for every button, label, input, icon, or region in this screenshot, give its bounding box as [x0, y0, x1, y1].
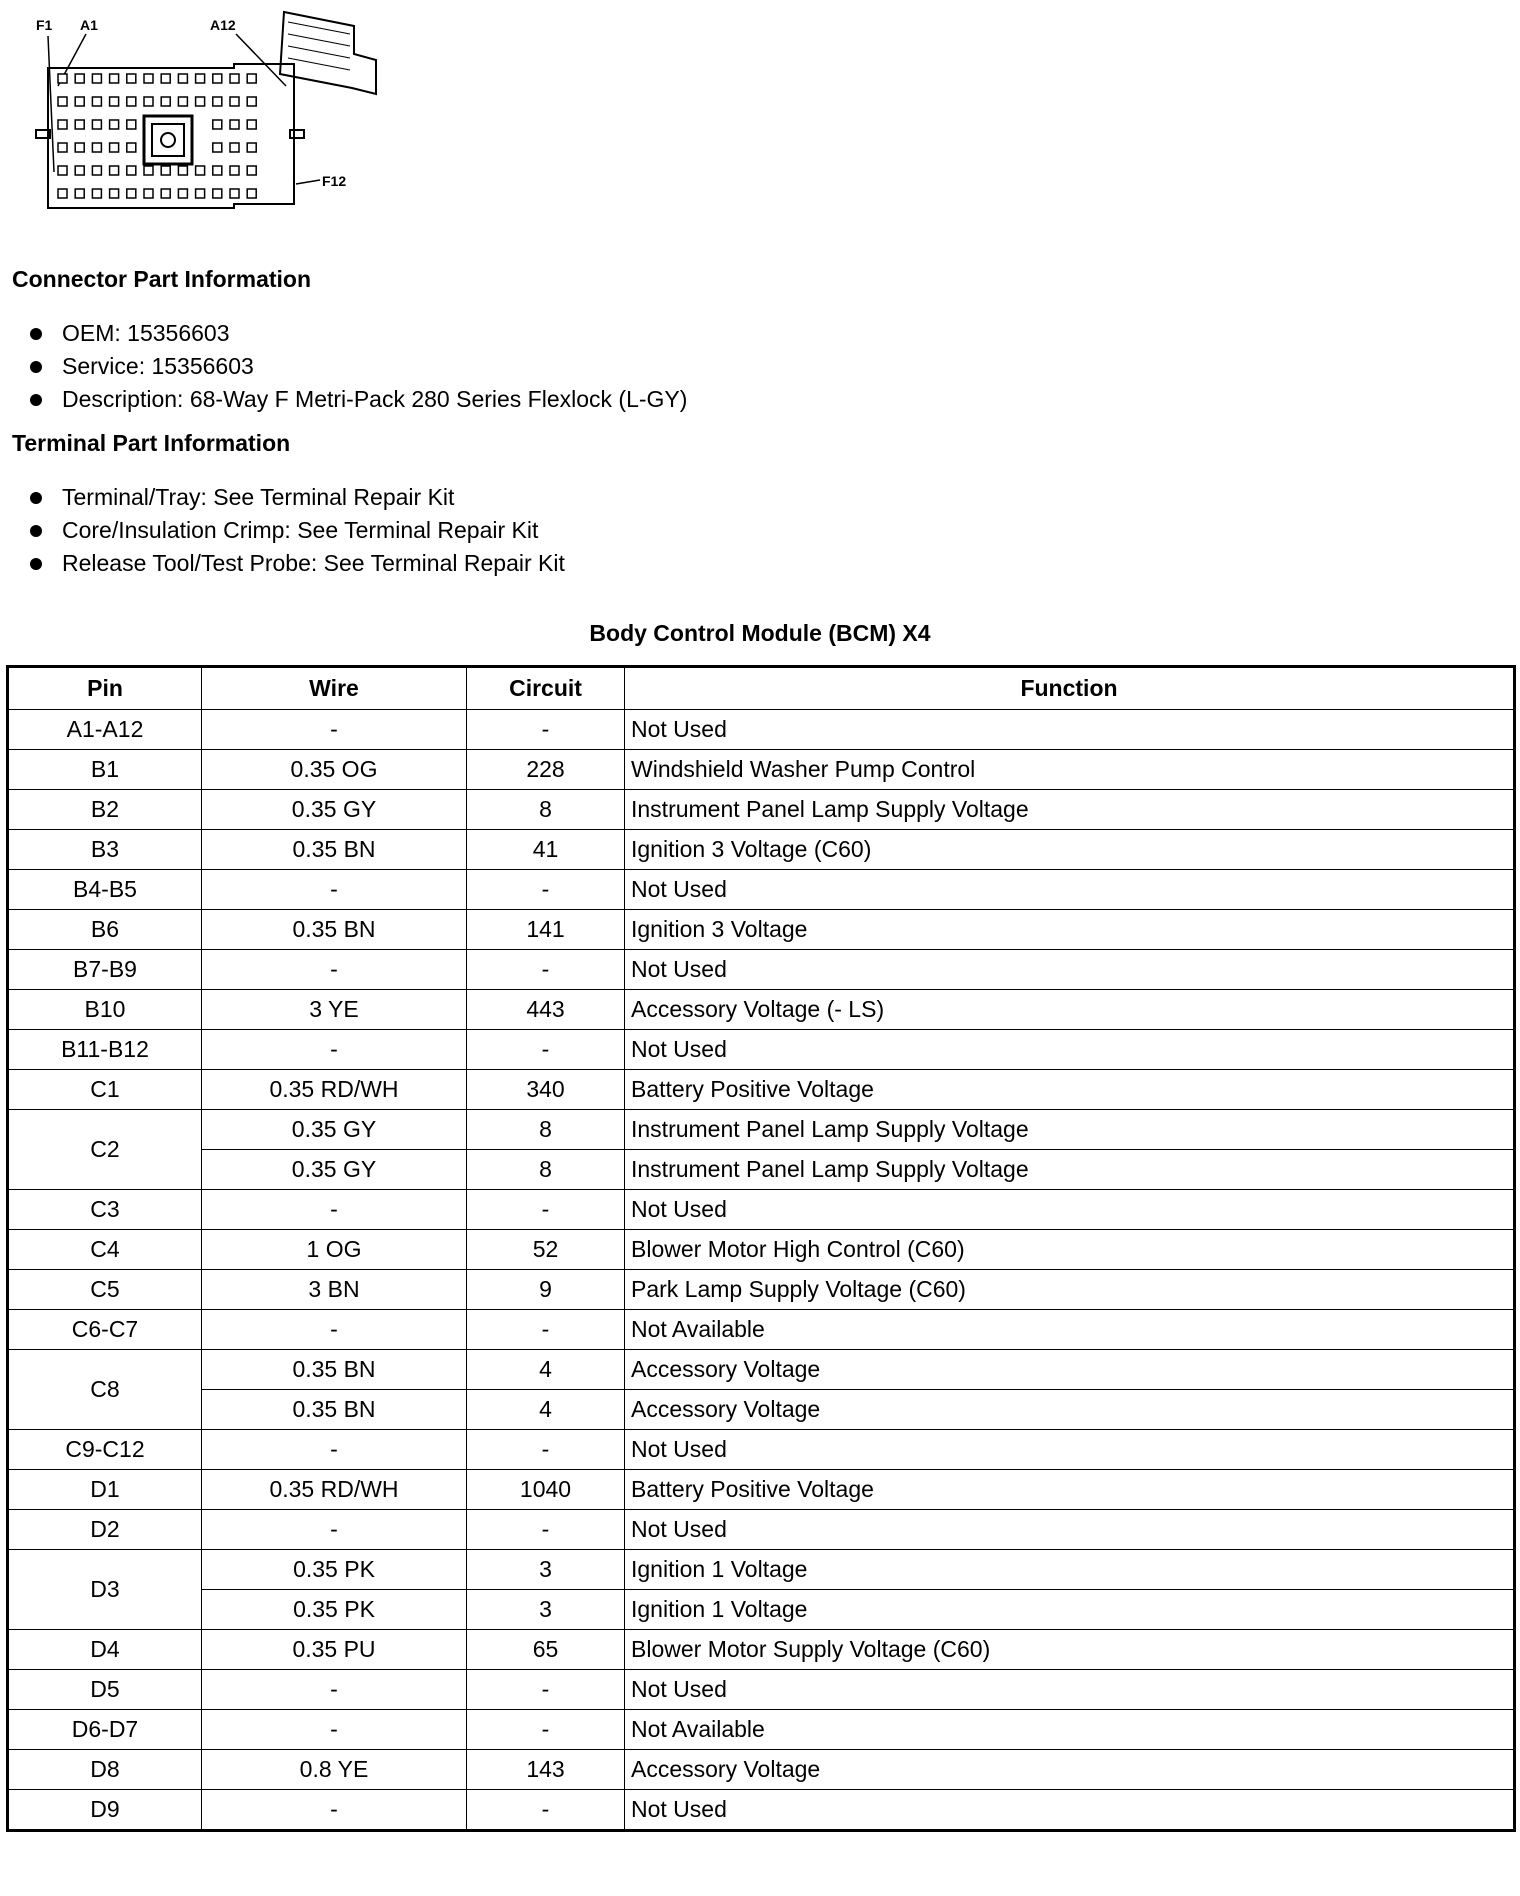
- cavity: [230, 143, 239, 152]
- cavity: [92, 143, 101, 152]
- pin-cell: D5: [8, 1670, 202, 1710]
- circuit-cell: 141: [467, 910, 625, 950]
- pin-cell: C1: [8, 1070, 202, 1110]
- cavity: [213, 120, 222, 129]
- cavity: [230, 189, 239, 198]
- cavity: [144, 97, 153, 106]
- cavity: [247, 166, 256, 175]
- cavity: [92, 120, 101, 129]
- circuit-cell: -: [467, 1190, 625, 1230]
- cavity: [196, 166, 205, 175]
- table-row: [8, 1710, 1515, 1750]
- cavity: [75, 97, 84, 106]
- cavity: [75, 189, 84, 198]
- table-row: [8, 950, 1515, 990]
- function-cell: Not Used: [625, 1510, 1515, 1550]
- cavity: [127, 120, 136, 129]
- label-a1: A1: [80, 17, 98, 33]
- wire-cell: 0.35 RD/WH: [202, 1070, 467, 1110]
- wire-cell: -: [202, 1030, 467, 1070]
- table-row: [8, 1630, 1515, 1670]
- table-row: [8, 1110, 1515, 1150]
- function-cell: Accessory Voltage: [625, 1390, 1515, 1430]
- function-cell: Blower Motor Supply Voltage (C60): [625, 1630, 1515, 1670]
- table-title: Body Control Module (BCM) X4: [589, 620, 931, 646]
- cavity: [247, 189, 256, 198]
- table-row: [8, 1790, 1515, 1831]
- cavity: [92, 166, 101, 175]
- cavity: [230, 97, 239, 106]
- wire-cell: -: [202, 1510, 467, 1550]
- circuit-cell: -: [467, 710, 625, 750]
- wire-cell: 3 BN: [202, 1270, 467, 1310]
- cavity: [213, 143, 222, 152]
- table-row: [8, 870, 1515, 910]
- circuit-cell: 9: [467, 1270, 625, 1310]
- wire-cell: 3 YE: [202, 990, 467, 1030]
- list-item: Release Tool/Test Probe: See Terminal Repair Kit: [30, 547, 565, 580]
- wire-cell: -: [202, 1790, 467, 1831]
- function-cell: Not Used: [625, 1790, 1515, 1831]
- cavity: [178, 97, 187, 106]
- cavity: [127, 74, 136, 83]
- list-item: Core/Insulation Crimp: See Terminal Repair Kit: [30, 514, 565, 547]
- circuit-cell: 65: [467, 1630, 625, 1670]
- table-row: [8, 1070, 1515, 1110]
- wire-cell: 0.35 BN: [202, 1390, 467, 1430]
- cavity: [213, 166, 222, 175]
- wire-cell: 0.35 BN: [202, 830, 467, 870]
- wire-cell: 0.35 PK: [202, 1590, 467, 1630]
- right-latch: [290, 130, 304, 138]
- circuit-cell: -: [467, 950, 625, 990]
- table-row: [8, 1150, 1515, 1190]
- pin-cell: B2: [8, 790, 202, 830]
- circuit-cell: -: [467, 1790, 625, 1831]
- list-item: Description: 68-Way F Metri-Pack 280 Series Flexlock (L-GY): [30, 383, 687, 416]
- wire-cell: 0.35 PU: [202, 1630, 467, 1670]
- circuit-cell: 52: [467, 1230, 625, 1270]
- cavity: [196, 189, 205, 198]
- wire-cell: 0.35 GY: [202, 1150, 467, 1190]
- pin-cell: B1: [8, 750, 202, 790]
- cavity: [247, 74, 256, 83]
- column-header-circuit: Circuit: [467, 667, 625, 710]
- table-row: [8, 1190, 1515, 1230]
- list-item: OEM: 15356603: [30, 317, 687, 350]
- wire-cell: 0.35 GY: [202, 790, 467, 830]
- function-cell: Not Used: [625, 1670, 1515, 1710]
- cavity: [58, 74, 67, 83]
- table-header-row: [8, 667, 1515, 710]
- table-row: [8, 1670, 1515, 1710]
- pin-cell: B7-B9: [8, 950, 202, 990]
- cavity: [75, 166, 84, 175]
- cavity: [230, 74, 239, 83]
- table-row: [8, 1430, 1515, 1470]
- function-cell: Accessory Voltage: [625, 1350, 1515, 1390]
- circuit-cell: -: [467, 1430, 625, 1470]
- function-cell: Not Used: [625, 1030, 1515, 1070]
- wire-cell: -: [202, 1670, 467, 1710]
- circuit-cell: 8: [467, 1150, 625, 1190]
- circuit-cell: 228: [467, 750, 625, 790]
- pin-cell: C3: [8, 1190, 202, 1230]
- pin-cell: D8: [8, 1750, 202, 1790]
- cavity: [58, 143, 67, 152]
- function-cell: Ignition 1 Voltage: [625, 1590, 1515, 1630]
- cavity: [144, 74, 153, 83]
- function-cell: Not Used: [625, 870, 1515, 910]
- wire-cell: 0.35 OG: [202, 750, 467, 790]
- circuit-cell: -: [467, 1030, 625, 1070]
- wire-cell: -: [202, 870, 467, 910]
- column-header-function: Function: [625, 667, 1515, 710]
- pinout-table: [6, 665, 1516, 1832]
- cavity: [127, 143, 136, 152]
- terminal-part-heading: Terminal Part Information: [12, 430, 291, 456]
- label-f12: F12: [322, 173, 347, 189]
- table-row: [8, 1510, 1515, 1550]
- connector-part-list: [30, 317, 687, 416]
- connector-housing-outline: [48, 64, 294, 208]
- pin-cell: C6-C7: [8, 1310, 202, 1350]
- cavity: [161, 189, 170, 198]
- pin-cell: B4-B5: [8, 870, 202, 910]
- connector-part-heading: Connector Part Information: [12, 266, 312, 292]
- function-cell: Instrument Panel Lamp Supply Voltage: [625, 1150, 1515, 1190]
- pinout-table-body: [8, 710, 1515, 1831]
- function-cell: Not Used: [625, 710, 1515, 750]
- column-header-pin: Pin: [8, 667, 202, 710]
- function-cell: Not Used: [625, 950, 1515, 990]
- function-cell: Ignition 3 Voltage (C60): [625, 830, 1515, 870]
- table-row: [8, 1750, 1515, 1790]
- function-cell: Battery Positive Voltage: [625, 1070, 1515, 1110]
- cavity: [75, 120, 84, 129]
- function-cell: Not Used: [625, 1190, 1515, 1230]
- cavity: [75, 143, 84, 152]
- pin-cell: D6-D7: [8, 1710, 202, 1750]
- wire-cell: -: [202, 950, 467, 990]
- cavity: [213, 97, 222, 106]
- table-row: [8, 1470, 1515, 1510]
- table-row: [8, 830, 1515, 870]
- circuit-cell: 8: [467, 790, 625, 830]
- cavity: [178, 166, 187, 175]
- pin-cell: C2: [8, 1110, 202, 1190]
- cavity: [196, 74, 205, 83]
- function-cell: Instrument Panel Lamp Supply Voltage: [625, 1110, 1515, 1150]
- label-f1: F1: [36, 17, 53, 33]
- circuit-cell: 340: [467, 1070, 625, 1110]
- cavity: [161, 97, 170, 106]
- cavity: [196, 97, 205, 106]
- wire-cell: -: [202, 1710, 467, 1750]
- circuit-cell: -: [467, 1670, 625, 1710]
- connector-face-diagram: [24, 4, 404, 218]
- circuit-cell: 8: [467, 1110, 625, 1150]
- wire-cell: -: [202, 710, 467, 750]
- pin-cell: A1-A12: [8, 710, 202, 750]
- pin-cell: B11-B12: [8, 1030, 202, 1070]
- table-row: [8, 710, 1515, 750]
- circuit-cell: 3: [467, 1550, 625, 1590]
- table-row: [8, 1550, 1515, 1590]
- table-row: [8, 1350, 1515, 1390]
- function-cell: Battery Positive Voltage: [625, 1470, 1515, 1510]
- pin-cell: C8: [8, 1350, 202, 1430]
- pin-cell: D3: [8, 1550, 202, 1630]
- circuit-cell: 3: [467, 1590, 625, 1630]
- list-item: Terminal/Tray: See Terminal Repair Kit: [30, 481, 565, 514]
- center-lock-inner: [152, 124, 184, 156]
- cavity: [161, 166, 170, 175]
- cavity: [92, 97, 101, 106]
- cavity: [213, 189, 222, 198]
- table-row: [8, 750, 1515, 790]
- wire-cell: 1 OG: [202, 1230, 467, 1270]
- pin-cell: D9: [8, 1790, 202, 1831]
- cavity: [144, 166, 153, 175]
- pin-cell: B3: [8, 830, 202, 870]
- function-cell: Ignition 1 Voltage: [625, 1550, 1515, 1590]
- wire-cell: -: [202, 1430, 467, 1470]
- cavity: [230, 166, 239, 175]
- cavity: [178, 74, 187, 83]
- cavity: [230, 120, 239, 129]
- function-cell: Windshield Washer Pump Control: [625, 750, 1515, 790]
- list-item: Service: 15356603: [30, 350, 687, 383]
- cavity: [58, 97, 67, 106]
- pin-cell: C5: [8, 1270, 202, 1310]
- circuit-cell: -: [467, 870, 625, 910]
- cavity: [247, 143, 256, 152]
- function-cell: Not Used: [625, 1430, 1515, 1470]
- cavity: [161, 74, 170, 83]
- function-cell: Accessory Voltage: [625, 1750, 1515, 1790]
- table-row: [8, 1310, 1515, 1350]
- cavity: [127, 189, 136, 198]
- cavity: [144, 189, 153, 198]
- cavity: [92, 189, 101, 198]
- circuit-cell: 4: [467, 1390, 625, 1430]
- table-row: [8, 1230, 1515, 1270]
- cavity: [110, 120, 119, 129]
- pin-cell: C4: [8, 1230, 202, 1270]
- wire-cell: 0.35 PK: [202, 1550, 467, 1590]
- cavity: [110, 166, 119, 175]
- cavity: [213, 74, 222, 83]
- pin-cell: D2: [8, 1510, 202, 1550]
- wire-cell: 0.8 YE: [202, 1750, 467, 1790]
- circuit-cell: 4: [467, 1350, 625, 1390]
- pin-cell: C9-C12: [8, 1430, 202, 1470]
- function-cell: Ignition 3 Voltage: [625, 910, 1515, 950]
- cavity: [110, 74, 119, 83]
- cavity: [127, 97, 136, 106]
- column-header-wire: Wire: [202, 667, 467, 710]
- table-row: [8, 910, 1515, 950]
- wire-cell: -: [202, 1190, 467, 1230]
- table-row: [8, 990, 1515, 1030]
- table-row: [8, 1590, 1515, 1630]
- cavity: [127, 166, 136, 175]
- circuit-cell: -: [467, 1710, 625, 1750]
- wire-cell: -: [202, 1310, 467, 1350]
- pin-cell: B6: [8, 910, 202, 950]
- function-cell: Not Available: [625, 1310, 1515, 1350]
- terminal-part-list: [30, 481, 565, 580]
- pin-cell: B10: [8, 990, 202, 1030]
- function-cell: Instrument Panel Lamp Supply Voltage: [625, 790, 1515, 830]
- cavity: [58, 166, 67, 175]
- circuit-cell: -: [467, 1310, 625, 1350]
- cavity: [92, 74, 101, 83]
- circuit-cell: 1040: [467, 1470, 625, 1510]
- wire-cell: 0.35 RD/WH: [202, 1470, 467, 1510]
- circuit-cell: -: [467, 1510, 625, 1550]
- cavity: [110, 143, 119, 152]
- table-row: [8, 1390, 1515, 1430]
- center-lock-bolt: [161, 133, 175, 147]
- cavity: [75, 74, 84, 83]
- wire-cell: 0.35 BN: [202, 910, 467, 950]
- circuit-cell: 443: [467, 990, 625, 1030]
- pin-cell: D1: [8, 1470, 202, 1510]
- cavity: [110, 97, 119, 106]
- wire-cell: 0.35 BN: [202, 1350, 467, 1390]
- table-row: [8, 790, 1515, 830]
- cavity: [178, 189, 187, 198]
- wire-cell: 0.35 GY: [202, 1110, 467, 1150]
- cavity: [247, 97, 256, 106]
- function-cell: Not Available: [625, 1710, 1515, 1750]
- pin-cell: D4: [8, 1630, 202, 1670]
- cavity: [110, 189, 119, 198]
- function-cell: Park Lamp Supply Voltage (C60): [625, 1270, 1515, 1310]
- label-a12: A12: [210, 17, 236, 33]
- circuit-cell: 143: [467, 1750, 625, 1790]
- cavity: [58, 120, 67, 129]
- function-cell: Accessory Voltage (- LS): [625, 990, 1515, 1030]
- function-cell: Blower Motor High Control (C60): [625, 1230, 1515, 1270]
- circuit-cell: 41: [467, 830, 625, 870]
- table-row: [8, 1030, 1515, 1070]
- cavity: [58, 189, 67, 198]
- cavity: [247, 120, 256, 129]
- table-row: [8, 1270, 1515, 1310]
